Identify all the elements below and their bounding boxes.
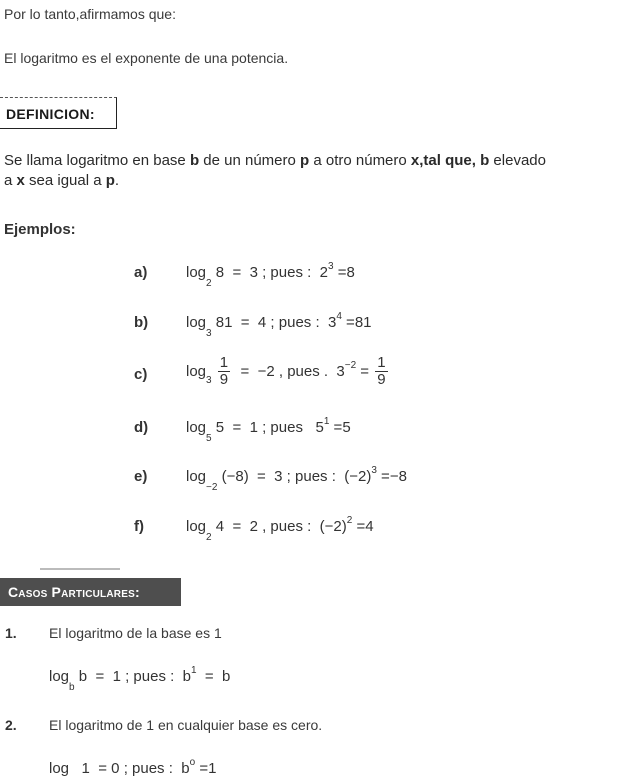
example-label: a) — [134, 264, 148, 281]
case-number: 2. — [5, 717, 17, 733]
definition-heading-box — [0, 97, 117, 129]
def-text: a — [4, 172, 17, 189]
def-var-p: p — [300, 152, 310, 169]
example-label: c) — [134, 366, 148, 383]
example-label: e) — [134, 468, 148, 485]
example-d-expression: $\log_5 5 = 1$ ; pues $5^1 =5$ — [186, 416, 351, 444]
definition-line-1 — [4, 150, 546, 171]
case-2-expression: log 1 = 0 ; pues : $b^o =1$ — [49, 757, 217, 777]
def-var-x: x,tal que, b — [410, 152, 490, 169]
casos-heading-box — [0, 578, 181, 606]
example-label: b) — [134, 314, 149, 331]
case-1-text: El logaritmo de la base es 1 — [49, 625, 222, 641]
def-text: . — [114, 172, 120, 189]
case-1-expression: $\log_b b = 1$ ; pues : $b^1 = b$ — [49, 665, 231, 693]
definition-line-2 — [4, 170, 119, 191]
def-text: Se llama logaritmo en base — [4, 152, 190, 169]
intro-line-1: Por lo tanto,afirmamos que: — [4, 6, 176, 22]
casos-heading: Casos Particulares: — [8, 584, 140, 600]
example-c-expression: $\log_3$ $\frac{1}{9}$ = −2 , pues . $3^{-2}$ = $\frac{1}{9}$ — [186, 354, 386, 388]
definition-heading: DEFINICION: — [6, 106, 95, 122]
example-label: d) — [134, 419, 149, 436]
case-number: 1. — [5, 625, 17, 641]
examples-heading: Ejemplos: — [4, 221, 76, 238]
example-b-expression: $\log_3 81 = 4$ ; pues : $3^4 =81$ — [186, 311, 372, 339]
def-var-b: b — [189, 152, 200, 169]
def-var-x: x — [16, 172, 25, 189]
example-e-expression: $\log_{-2} (-8) = 3$ ; pues : $(-2)^3 =-8$ — [186, 465, 407, 493]
example-label: f) — [134, 518, 144, 535]
def-var-p: p — [105, 172, 115, 189]
case-2-text: El logaritmo de 1 en cualquier base es cero. — [49, 717, 323, 733]
intro-line-2: El logaritmo es el exponente de una potencia. — [4, 50, 289, 66]
def-text: elevado — [489, 152, 546, 169]
def-text: a otro número — [309, 152, 411, 169]
example-f-expression: $\log_2 4 = 2$ , pues : $(-2)^2 =4$ — [186, 515, 374, 543]
def-text: sea igual a — [24, 172, 106, 189]
example-a-expression: $\log_2 8 = 3$ ; pues : $2^3 =8$ — [186, 261, 355, 289]
decorative-line — [40, 568, 120, 570]
def-text: de un número — [199, 152, 301, 169]
